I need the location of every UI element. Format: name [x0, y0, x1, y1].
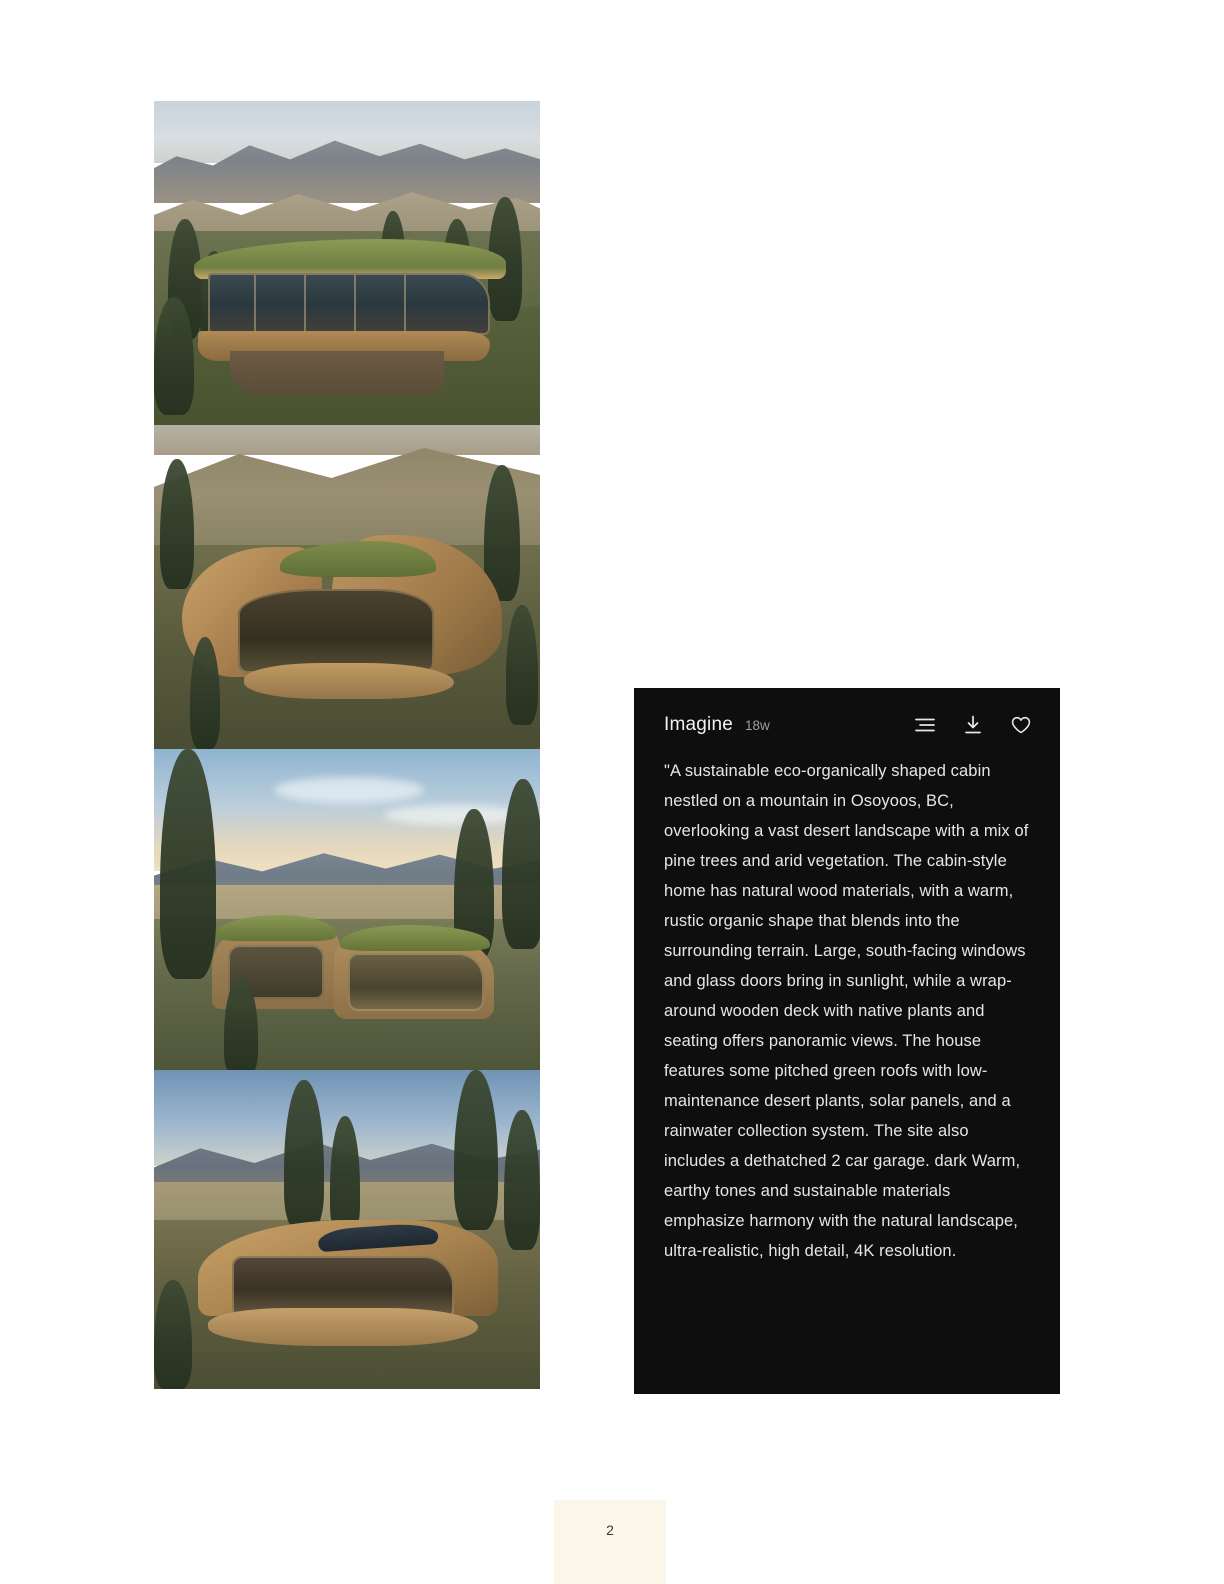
post-age: 18w	[745, 717, 770, 733]
page-number: 2	[606, 1522, 614, 1538]
render-image-4[interactable]	[154, 1070, 540, 1389]
glass-facade	[208, 273, 490, 335]
glass-facade	[238, 589, 434, 673]
green-roof-right	[340, 925, 490, 951]
cabin-structure	[194, 239, 506, 361]
page-footer	[554, 1500, 666, 1584]
render-image-1[interactable]	[154, 101, 540, 425]
glass-facade-right	[348, 953, 484, 1011]
heart-icon[interactable]	[1010, 714, 1032, 736]
green-roof	[280, 541, 436, 577]
render-image-3[interactable]	[154, 749, 540, 1070]
prompt-card	[634, 688, 1060, 1394]
foundation	[230, 351, 444, 395]
cloud	[384, 805, 524, 825]
prompt-text: "A sustainable eco-organically shaped cabin nestled on a mountain in Osoyoos, BC, overlooking a vast desert landscape with a mix of pine trees and arid vegetation. The cabin-style home has natural wood materials, with a warm, rustic organic shape that blends into the surrounding terrain. Large, south-facing windows and glass doors bring in sunlight, while a wrap-around wooden deck with native plants and seating offers panoramic views. The house features some pitched green roofs with low-maintenance desert plants, solar panels, and a rainwater collection system. The site also includes a dethatched 2 car garage. dark Warm, earthy tones and sustainable materials emphasize harmony with the natural landscape, ultra-realistic, high detail, 4K resolution.	[664, 762, 1034, 1260]
wooden-deck	[208, 1308, 478, 1346]
app-name: Imagine	[664, 714, 733, 735]
cabin-structure	[182, 535, 502, 695]
sky	[154, 425, 540, 455]
green-roof-left	[216, 915, 336, 941]
header-actions	[914, 714, 1032, 736]
wooden-deck	[244, 663, 454, 699]
pine-tree	[502, 779, 540, 949]
menu-icon[interactable]	[914, 714, 936, 736]
cloud	[274, 777, 424, 803]
card-header	[664, 708, 1032, 742]
render-gallery	[154, 101, 540, 1389]
download-icon[interactable]	[962, 714, 984, 736]
cabin-structure	[198, 1220, 498, 1346]
render-image-2[interactable]	[154, 425, 540, 749]
